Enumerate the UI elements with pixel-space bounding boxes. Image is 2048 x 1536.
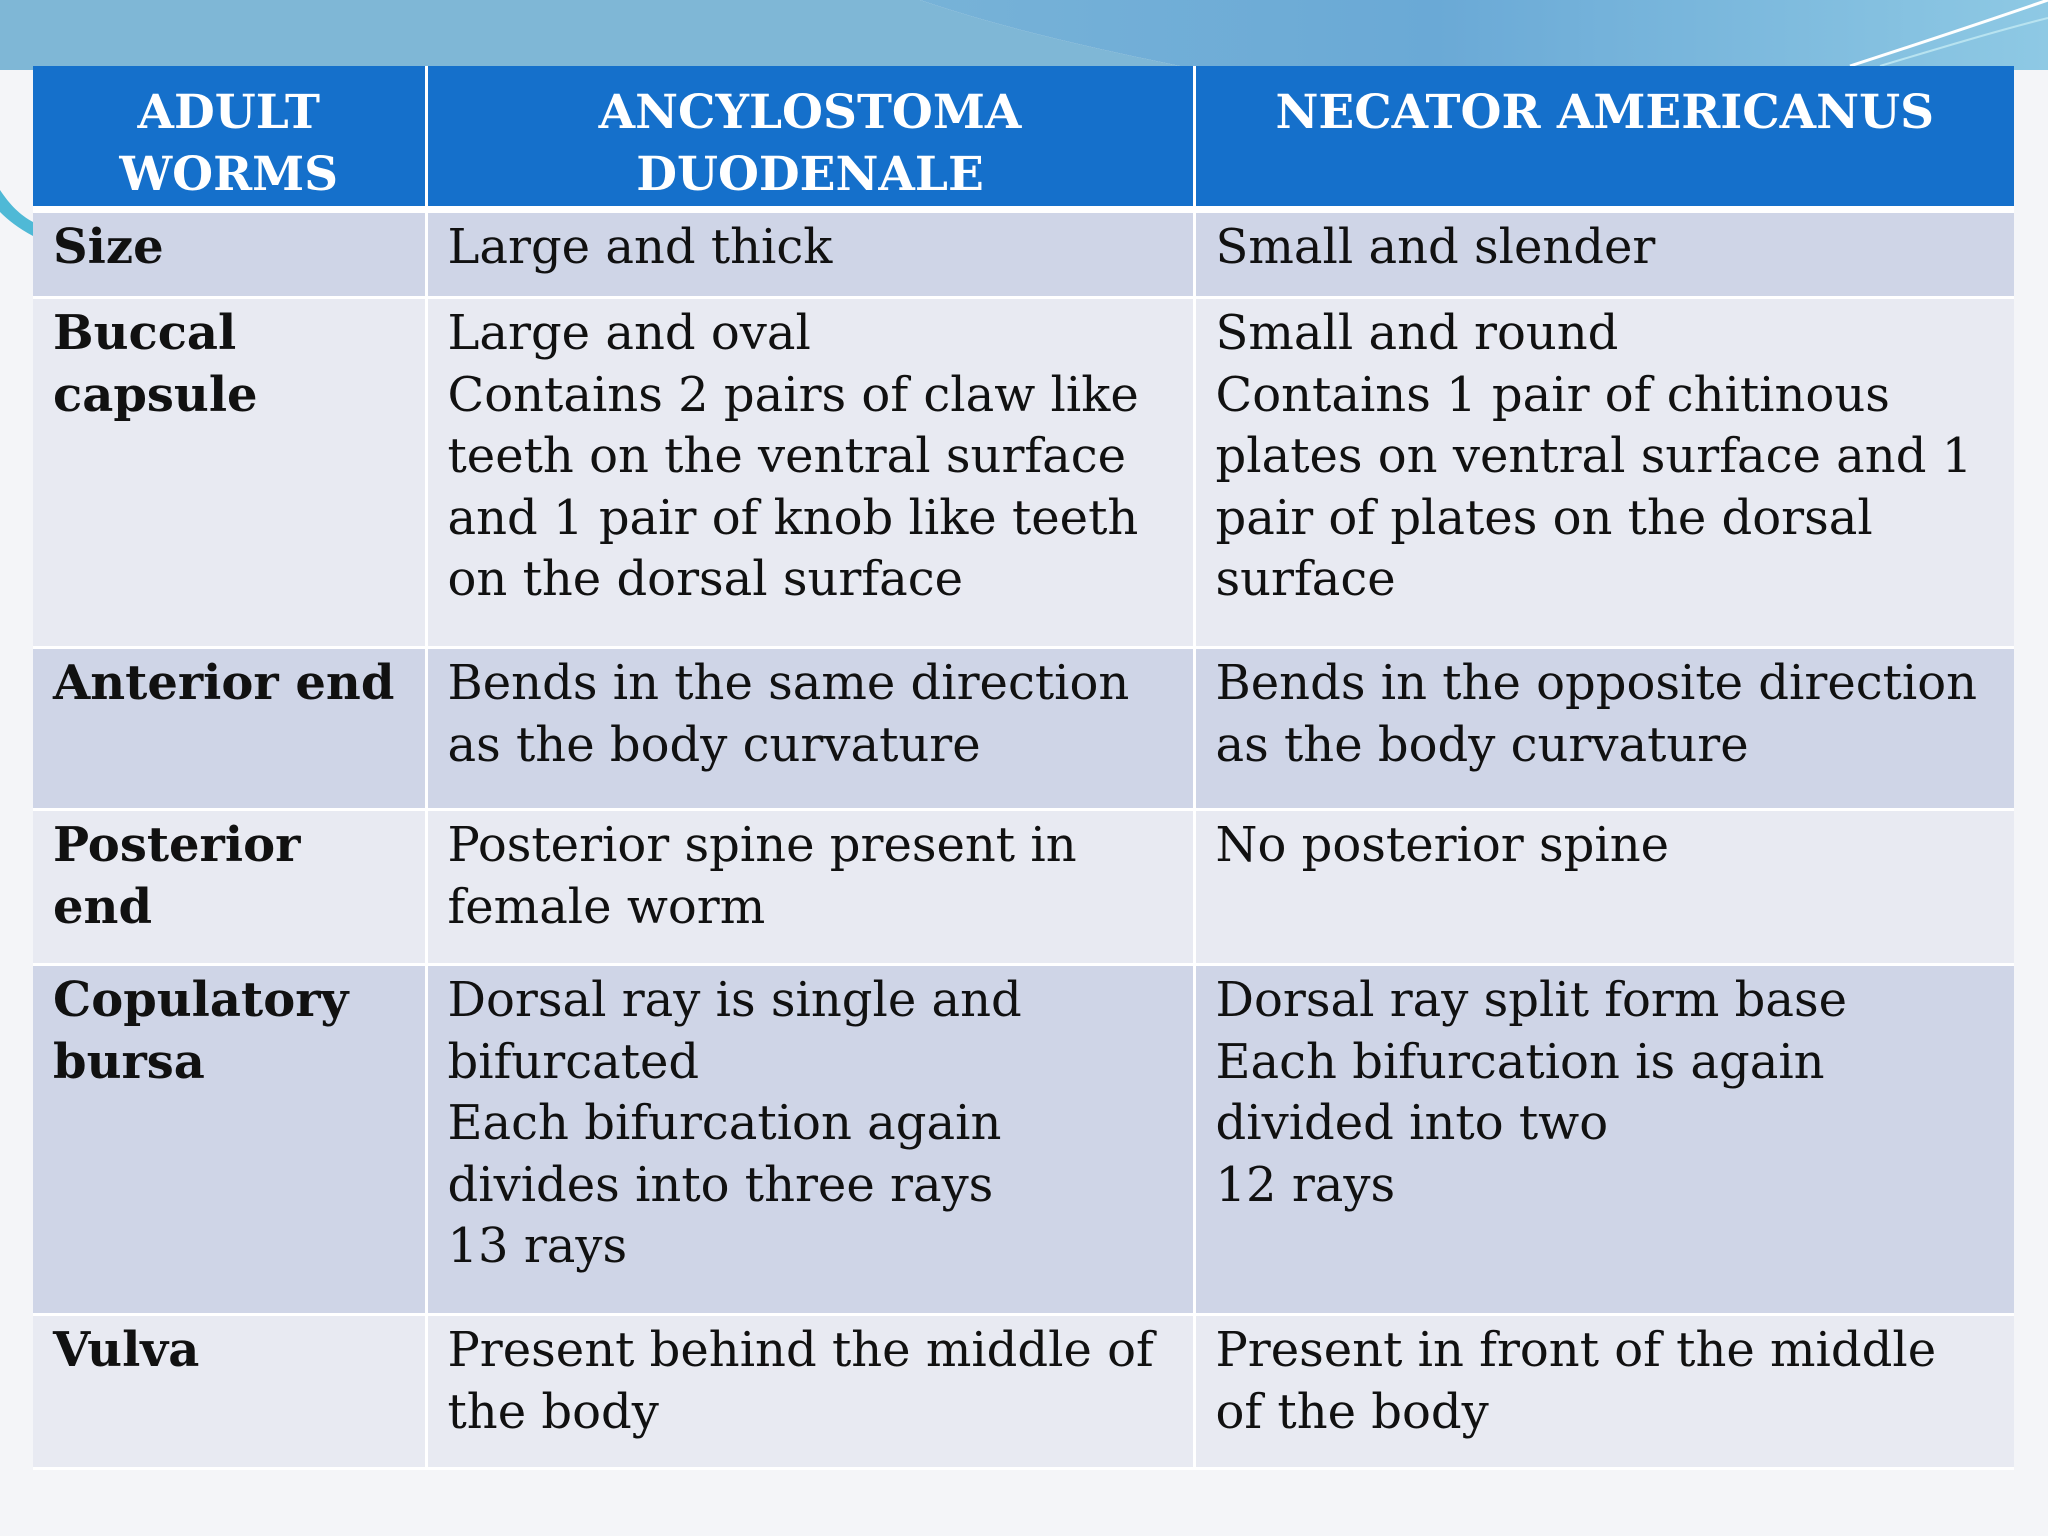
table-row-vulva <box>33 1315 2014 1469</box>
ancylostoma-cell: Large and oval Contains 2 pairs of claw like teeth on the ventral surface and 1 pair of knob like teeth on the dorsal surface <box>426 298 1194 648</box>
table-row-anterior-end <box>33 648 2014 810</box>
table-row-copulatory-bursa <box>33 965 2014 1315</box>
necator-cell: Present in front of the middle of the body <box>1194 1315 2014 1469</box>
necator-cell: Dorsal ray split form base Each bifurcation is again divided into two 12 rays <box>1194 965 2014 1315</box>
table-row-posterior-end <box>33 810 2014 965</box>
ancylostoma-cell: Dorsal ray is single and bifurcated Each bifurcation again divides into three rays 13 rays <box>426 965 1194 1315</box>
left-swoosh <box>0 190 33 236</box>
necator-cell: No posterior spine <box>1194 810 2014 965</box>
comparison-table <box>33 66 2014 1470</box>
row-label: Anterior end <box>33 648 426 810</box>
header-ancylostoma-duodenale: ANCYLOSTOMA DUODENALE <box>426 66 1194 210</box>
ancylostoma-cell: Bends in the same direction as the body curvature <box>426 648 1194 810</box>
header-row <box>33 66 2014 210</box>
necator-cell: Small and round Contains 1 pair of chitinous plates on ventral surface and 1 pair of plates on the dorsal surface <box>1194 298 2014 648</box>
necator-cell: Small and slender <box>1194 210 2014 298</box>
row-label: Size <box>33 210 426 298</box>
table-row-buccal-capsule <box>33 298 2014 648</box>
ancylostoma-cell: Posterior spine present in female worm <box>426 810 1194 965</box>
row-label: Posterior end <box>33 810 426 965</box>
row-label: Copulatory bursa <box>33 965 426 1315</box>
ancylostoma-cell: Present behind the middle of the body <box>426 1315 1194 1469</box>
header-necator-americanus: NECATOR AMERICANUS <box>1194 66 2014 210</box>
row-label: Vulva <box>33 1315 426 1469</box>
row-label: Buccal capsule <box>33 298 426 648</box>
header-adult-worms: ADULT WORMS <box>33 66 426 210</box>
ancylostoma-cell: Large and thick <box>426 210 1194 298</box>
necator-cell: Bends in the opposite direction as the body curvature <box>1194 648 2014 810</box>
table-row-size <box>33 210 2014 298</box>
